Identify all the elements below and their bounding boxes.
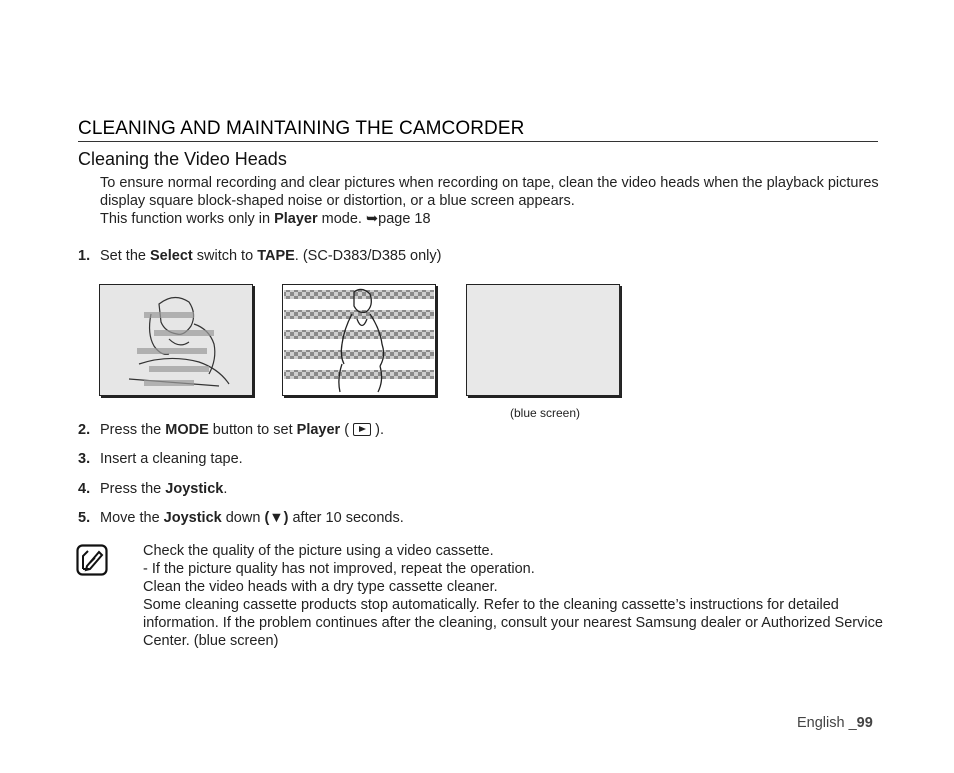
note-line-3: Clean the video heads with a dry type cassette cleaner. [143, 579, 498, 595]
step-text: . [223, 481, 228, 497]
step-text: Insert a cleaning tape. [100, 451, 243, 467]
note-line-2: - If the picture quality has not improved, repeat the operation. [143, 561, 535, 577]
intro-text [100, 174, 880, 228]
section-title: CLEANING AND MAINTAINING THE CAMCORDER [78, 118, 878, 142]
player-mode-label: Player [274, 211, 318, 227]
note-text [143, 542, 883, 650]
step-keyword: (▼) [264, 510, 289, 526]
step-text: Set the [100, 248, 150, 264]
intro-line-2 [100, 210, 880, 228]
block-noise-picture-image [282, 284, 438, 398]
page-footer [797, 715, 873, 731]
step-number: 4. [78, 481, 91, 497]
step-number: 2. [78, 422, 91, 438]
note-line-1: Check the quality of the picture using a video cassette. [143, 543, 494, 559]
step-text: after 10 seconds. [288, 510, 404, 526]
player-mode-icon [353, 423, 371, 436]
step-keyword: Joystick [165, 481, 224, 497]
step-text: ( [340, 422, 354, 438]
note-line-4: Some cleaning cassette products stop automatically. Refer to the cleaning cassette’s instructions for detailed information. If the problem continues after the cleaning, consult your nearest Samsung dealer or Authorized Service Center. (blue screen) [143, 597, 883, 649]
blue-screen-caption: (blue screen) [509, 406, 581, 420]
page-ref-arrow-icon: ➥ [365, 211, 379, 227]
note-icon [76, 544, 108, 576]
step-1 [78, 247, 441, 265]
step-4 [78, 480, 227, 498]
step-text: Press the [100, 422, 166, 438]
step-5 [78, 509, 404, 527]
step-text: button to set [208, 422, 297, 438]
step-text: Move the [100, 510, 164, 526]
step-text: switch to [192, 248, 258, 264]
step-number: 3. [78, 451, 91, 467]
intro-text-part: This function works only in [100, 211, 275, 227]
page-number: 99 [856, 715, 873, 731]
step-text: ). [371, 422, 384, 438]
step-text: down [221, 510, 265, 526]
step-text: . (SC-D383/D385 only) [294, 248, 442, 264]
step-keyword: Player [296, 422, 341, 438]
step-keyword: Select [149, 248, 193, 264]
step-keyword: MODE [165, 422, 209, 438]
footer-language: English _ [797, 715, 857, 731]
step-keyword: Joystick [163, 510, 222, 526]
step-2 [78, 421, 384, 439]
intro-text-part: mode. [317, 211, 366, 227]
step-keyword: TAPE [257, 248, 295, 264]
step-text: Press the [100, 481, 166, 497]
page-reference: page 18 [378, 211, 431, 227]
distorted-picture-image [99, 284, 255, 398]
blue-screen-image [466, 284, 622, 398]
intro-line-1: To ensure normal recording and clear pictures when recording on tape, clean the video heads when the playback pictures display square block-shaped noise or distortion, or a blue screen appears. [100, 175, 879, 209]
step-3 [78, 450, 243, 468]
step-number: 1. [78, 248, 91, 264]
step-number: 5. [78, 510, 91, 526]
subsection-title: Cleaning the Video Heads [78, 149, 287, 169]
